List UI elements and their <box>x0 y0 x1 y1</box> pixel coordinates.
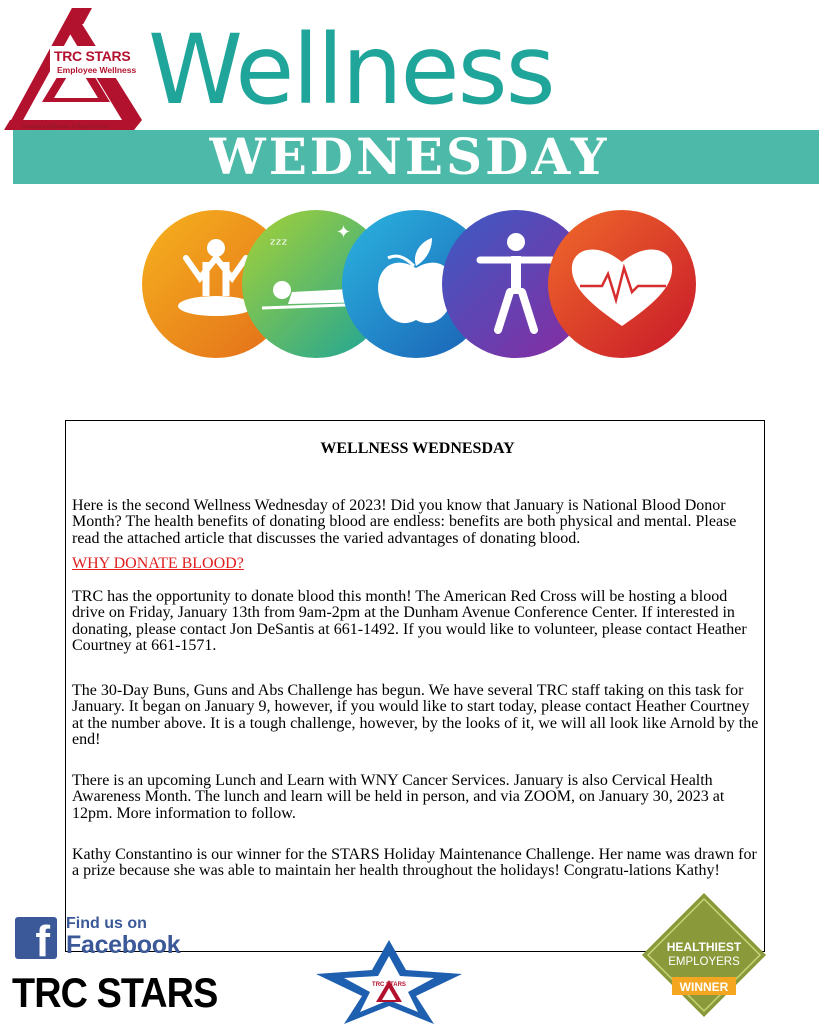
facebook-icon[interactable]: f <box>15 917 57 959</box>
paragraph-blood-donor-month: Here is the second Wellness Wednesday of 2023! Did you know that January is National Blood Donor Month? The health benefits of donating blood are endless: benefits are both physical and mental. Please read the attached article that discusses the varied advantages of donating blood. <box>72 497 737 547</box>
trc-stars-footer-text: TRC STARS <box>12 969 218 1016</box>
paragraph-challenge: The 30-Day Buns, Guns and Abs Challenge has begun. We have several TRC staff taking on this task for January. It began on January 9, however, if you would like to start today, please contact Heather Courtney at the number above. It is a tough challenge, however, by the looks of it, we will all look like Arnold by the end! <box>72 682 759 748</box>
article-title: WELLNESS WEDNESDAY <box>320 440 515 457</box>
wednesday-heading: WEDNESDAY <box>209 127 610 186</box>
svg-text:✦: ✦ <box>336 222 352 243</box>
star-logo-icon <box>316 940 462 1024</box>
paragraph-winner: Kathy Constantino is our winner for the STARS Holiday Maintenance Challenge. Her name was drawn for a prize because she was able to maintain her health throughout the holidays! Congratu-lations Kathy! <box>72 846 757 880</box>
logo-title: TRC STARS <box>54 48 131 64</box>
facebook-link[interactable]: Facebook <box>66 931 181 959</box>
badge-winner: WINNER <box>679 980 729 994</box>
logo-subtitle: Employee Wellness <box>57 65 137 75</box>
wellness-icons <box>140 208 700 360</box>
heart-pulse-icon <box>548 210 696 358</box>
paragraph-blood-drive: TRC has the opportunity to donate blood this month! The American Red Cross will be hosting a blood drive on Friday, January 13th from 9am-2pm at the Dunham Avenue Conference Center. If interested in donating, please contact Jon DeSantis at 661-1492. If you would like to volunteer, please contact Heather Courtney at 661-1571. <box>72 588 747 654</box>
star-logo-title: TRC STARS <box>372 982 406 988</box>
why-donate-blood-link[interactable]: WHY DONATE BLOOD? <box>72 555 244 572</box>
badge-line2: EMPLOYERS <box>668 956 740 968</box>
healthiest-employers-badge <box>642 893 766 1017</box>
wellness-heading: Wellness <box>148 14 554 126</box>
badge-line1: HEALTHIEST <box>666 940 742 954</box>
paragraph-lunch-and-learn: There is an upcoming Lunch and Learn with WNY Cancer Services. January is also Cervical Health Awareness Month. The lunch and learn will be held in person, and via ZOOM, on January 30, 2023 at 12pm. More information to follow. <box>72 772 725 822</box>
logo-tagline: Creating a Difference in People's Lives <box>22 124 109 130</box>
svg-text:ᶻᶻᶻ: ᶻᶻᶻ <box>270 235 288 254</box>
facebook-find-text: Find us on <box>66 915 147 932</box>
